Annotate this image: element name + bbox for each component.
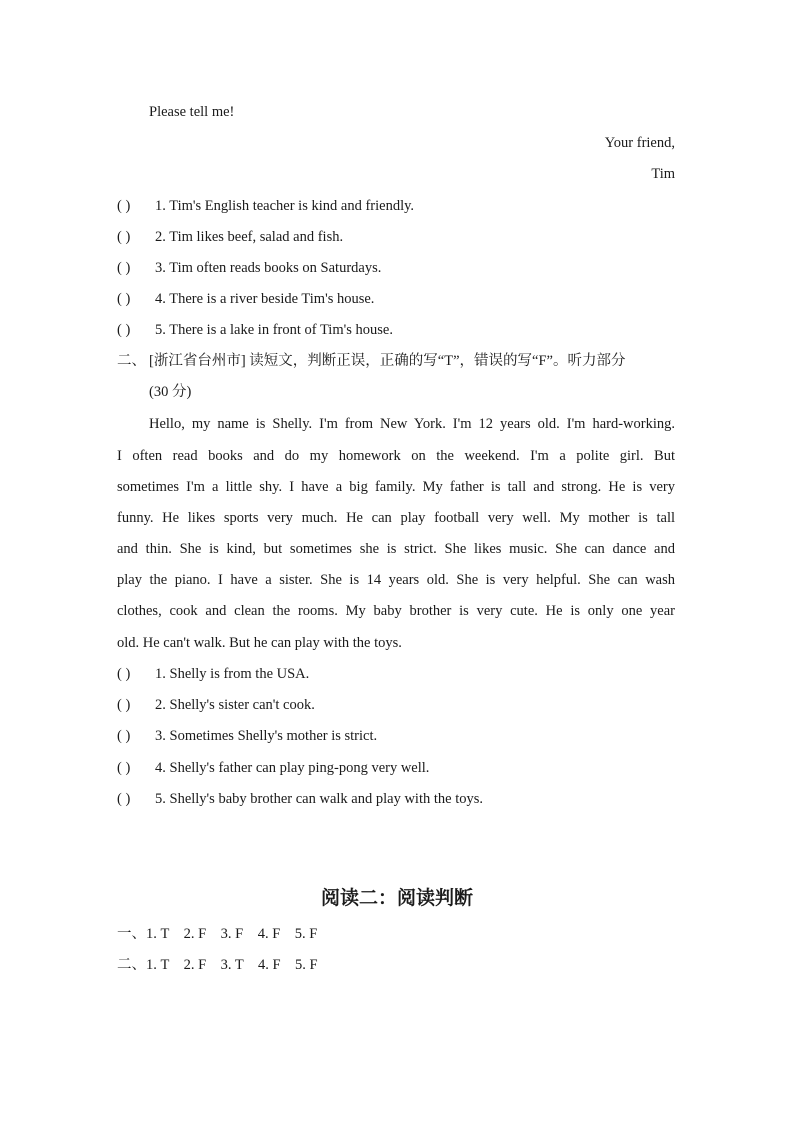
passage-line-3: sometimes I'm a little shy. I have a big family. My father is tall and strong. He is very bbox=[117, 479, 675, 495]
answer-blank[interactable]: ( ) bbox=[117, 791, 131, 807]
part2-question-3 bbox=[117, 726, 675, 746]
answer-blank[interactable]: ( ) bbox=[117, 322, 131, 338]
part1-question-3 bbox=[117, 258, 675, 278]
part2-question-2 bbox=[117, 695, 675, 715]
part2-instruction bbox=[117, 351, 675, 371]
question-text: 1. Shelly is from the USA. bbox=[155, 666, 310, 682]
question-text: 3. Sometimes Shelly's mother is strict. bbox=[155, 728, 378, 744]
part2-question-5 bbox=[117, 789, 675, 809]
part1-question-2 bbox=[117, 227, 675, 247]
part2-score: (30 分) bbox=[149, 384, 192, 400]
passage-line-1: Hello, my name is Shelly. I'm from New York. I'm 12 years old. I'm hard-working. bbox=[149, 416, 675, 432]
letter-closing-line: Please tell me! bbox=[149, 104, 235, 120]
part2-question-1 bbox=[117, 664, 675, 684]
question-text: 5. Shelly's baby brother can walk and play with the toys. bbox=[155, 791, 483, 807]
section-marker: 二、 bbox=[117, 353, 146, 369]
answer-blank[interactable]: ( ) bbox=[117, 728, 131, 744]
passage-line-5: and thin. She is kind, but sometimes she is strict. She likes music. She can dance and bbox=[117, 541, 675, 557]
part1-question-1 bbox=[117, 196, 675, 216]
answer-blank[interactable]: ( ) bbox=[117, 229, 131, 245]
letter-sign-off: Your friend, bbox=[604, 135, 675, 151]
part2-question-4 bbox=[117, 758, 675, 778]
question-text: 2. Tim likes beef, salad and fish. bbox=[155, 229, 344, 245]
passage-line-7: clothes, cook and clean the rooms. My baby brother is very cute. He is only one year bbox=[117, 603, 675, 619]
answer-row-1: 一、1. T 2. F 3. F 4. F 5. F bbox=[117, 926, 318, 942]
passage-line-4: funny. He likes sports very much. He can play football very well. My mother is tall bbox=[117, 510, 675, 526]
passage-line-2: I often read books and do my homework on the weekend. I'm a polite girl. But bbox=[117, 448, 675, 464]
question-text: 4. There is a river beside Tim's house. bbox=[155, 291, 375, 307]
question-text: 2. Shelly's sister can't cook. bbox=[155, 697, 315, 713]
answer-blank[interactable]: ( ) bbox=[117, 697, 131, 713]
part1-question-4 bbox=[117, 289, 675, 309]
question-text: 5. There is a lake in front of Tim's house. bbox=[155, 322, 393, 338]
letter-signature: Tim bbox=[651, 166, 675, 182]
instruction-text: [浙江省台州市] 读短文，判断正误，正确的写“T”，错误的写“F”。听力部分 bbox=[149, 353, 626, 369]
answer-blank[interactable]: ( ) bbox=[117, 666, 131, 682]
answer-key-title: 阅读二：阅读判断 bbox=[320, 887, 473, 909]
answer-blank[interactable]: ( ) bbox=[117, 291, 131, 307]
passage-line-8: old. He can't walk. But he can play with the toys. bbox=[117, 635, 402, 651]
answer-blank[interactable]: ( ) bbox=[117, 260, 131, 276]
answer-row-2: 二、1. T 2. F 3. T 4. F 5. F bbox=[117, 957, 318, 973]
answer-blank[interactable]: ( ) bbox=[117, 760, 131, 776]
question-text: 3. Tim often reads books on Saturdays. bbox=[155, 260, 382, 276]
part1-question-5 bbox=[117, 320, 675, 340]
passage-line-6: play the piano. I have a sister. She is 14 years old. She is very helpful. She can wash bbox=[117, 572, 675, 588]
answer-blank[interactable]: ( ) bbox=[117, 198, 131, 214]
question-text: 1. Tim's English teacher is kind and friendly. bbox=[155, 198, 415, 214]
question-text: 4. Shelly's father can play ping-pong very well. bbox=[155, 760, 430, 776]
